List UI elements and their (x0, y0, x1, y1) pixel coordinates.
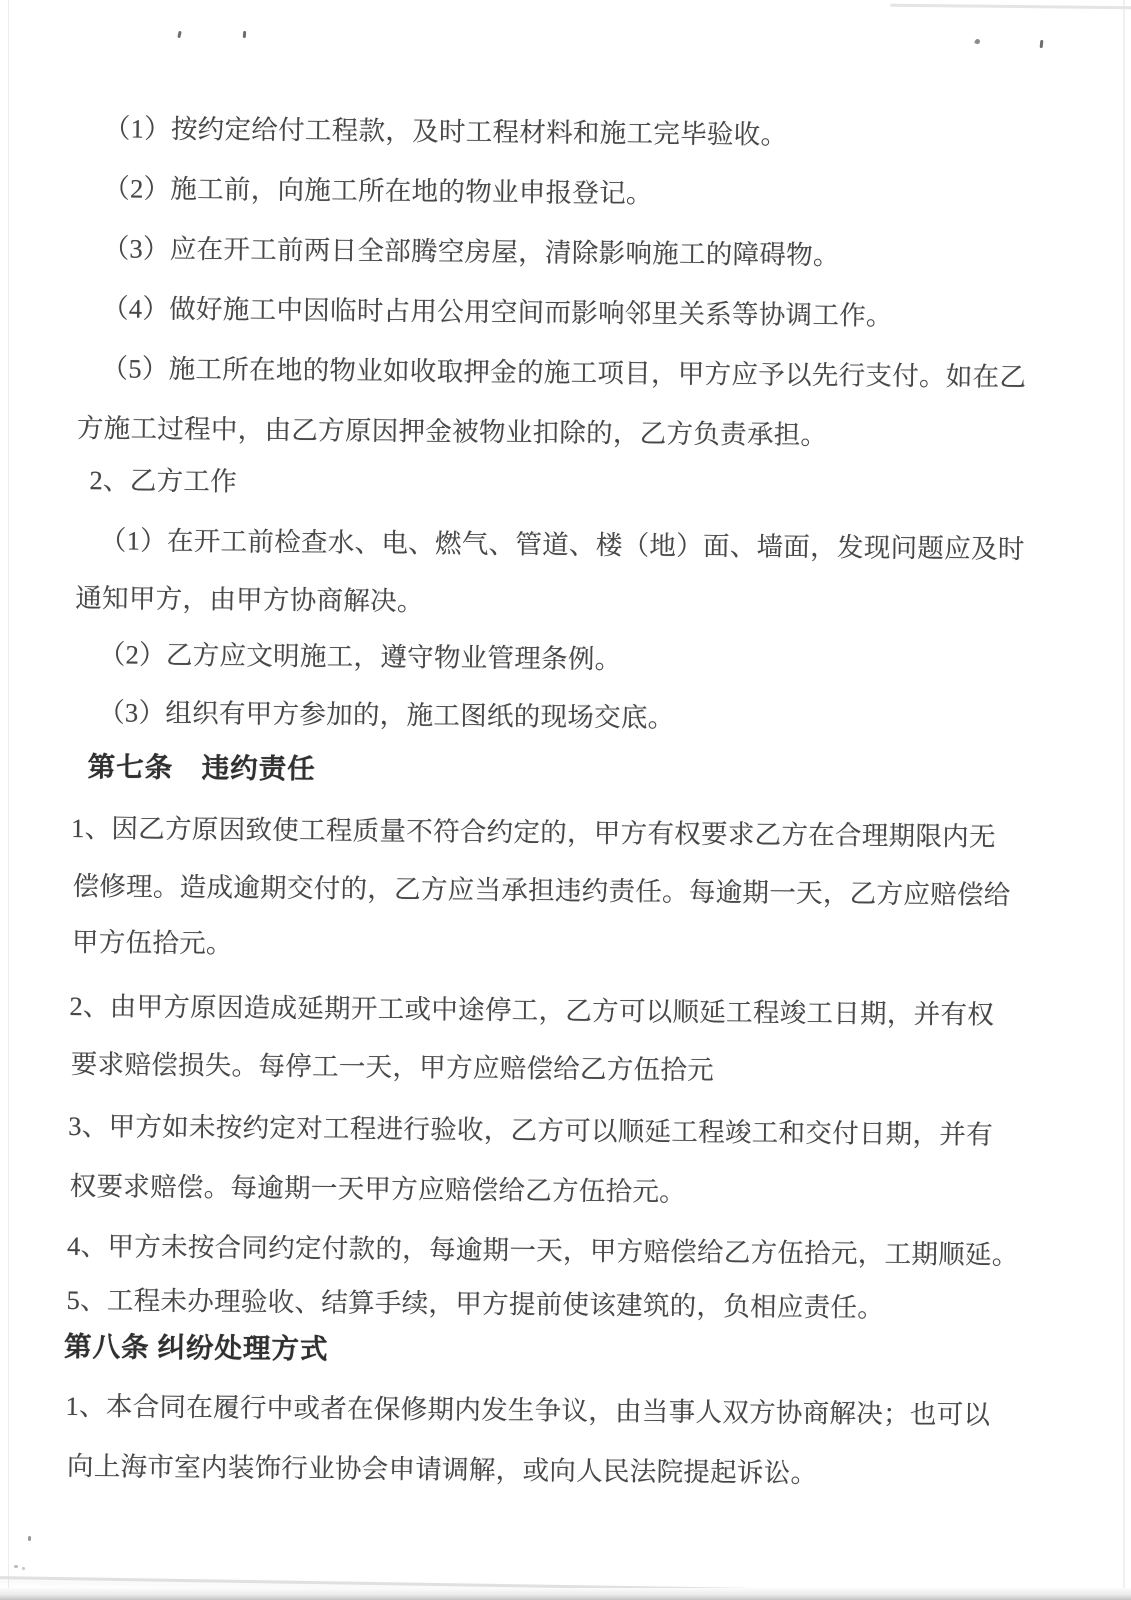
contract-line: （3）组织有甲方参加的，施工图纸的现场交底。 (98, 697, 675, 733)
scan-edge-line-left (8, 0, 9, 1600)
contract-line: （5）施工所在地的物业如收取押金的施工项目，甲方应予以先行支付。如在乙 (101, 353, 1027, 393)
scan-speck (22, 1567, 25, 1570)
contract-line: （1）按约定给付工程款，及时工程材料和施工完毕验收。 (103, 113, 788, 150)
contract-line: 1、本合同在履行中或者在保修期内发生争议，由当事人双方协商解决；也可以 (65, 1390, 991, 1430)
contract-line: 权要求赔偿。每逾期一天甲方应赔偿给乙方伍拾元。 (69, 1170, 687, 1207)
contract-line: 甲方伍拾元。 (71, 926, 233, 959)
section-heading-article-8: 第八条 纠纷处理方式 (63, 1330, 329, 1365)
contract-line: 方施工过程中，由乙方原因押金被物业扣除的，乙方负责承担。 (76, 412, 828, 451)
contract-line: （4）做好施工中因临时占用公用空间而影响邻里关系等协调工作。 (101, 293, 893, 331)
contract-line: 偿修理。造成逾期交付的，乙方应当承担违约责任。每逾期一天，乙方应赔偿给 (72, 870, 1011, 910)
contract-line: 通知甲方，由甲方协商解决。 (75, 582, 424, 617)
scan-bottom-shadow (0, 1588, 1131, 1600)
scan-speck (14, 1565, 18, 1568)
contract-line: 5、工程未办理验收、结算手续，甲方提前使该建筑的，负相应责任。 (66, 1284, 885, 1323)
contract-line: 要求赔偿损失。每停工一天，甲方应赔偿给乙方伍拾元 (70, 1048, 715, 1086)
contract-line: 4、甲方未按合同约定付款的，每逾期一天，甲方赔偿给乙方伍拾元，工期顺延。 (66, 1230, 1019, 1271)
contract-line: 2、由甲方原因造成延期开工或中途停工，乙方可以顺延工程竣工日期，并有权 (69, 990, 995, 1030)
contract-line: 3、甲方如未按约定对工程进行验收，乙方可以顺延工程竣工和交付日期，并有 (68, 1110, 994, 1150)
scan-speck (28, 1536, 31, 1541)
contract-subheading: 2、乙方工作 (89, 465, 238, 497)
section-heading-article-7: 第七条 违约责任 (87, 751, 316, 785)
scan-edge-line-right (1123, 0, 1125, 1600)
contract-line: （3）应在开工前两日全部腾空房屋，清除影响施工的障碍物。 (102, 233, 840, 271)
contract-line: 1、因乙方原因致使工程质量不符合约定的，甲方有权要求乙方在合理期限内无 (70, 812, 996, 852)
contract-line: 向上海市室内装饰行业协会申请调解，或向人民法院提起诉讼。 (66, 1450, 818, 1489)
contract-line: （2）施工前，向施工所在地的物业申报登记。 (103, 173, 653, 209)
contract-line: （2）乙方应文明施工，遵守物业管理条例。 (98, 639, 622, 675)
contract-line: （1）在开工前检查水、电、燃气、管道、楼（地）面、墙面，发现问题应及时 (99, 525, 1025, 565)
scan-speck (243, 31, 246, 38)
